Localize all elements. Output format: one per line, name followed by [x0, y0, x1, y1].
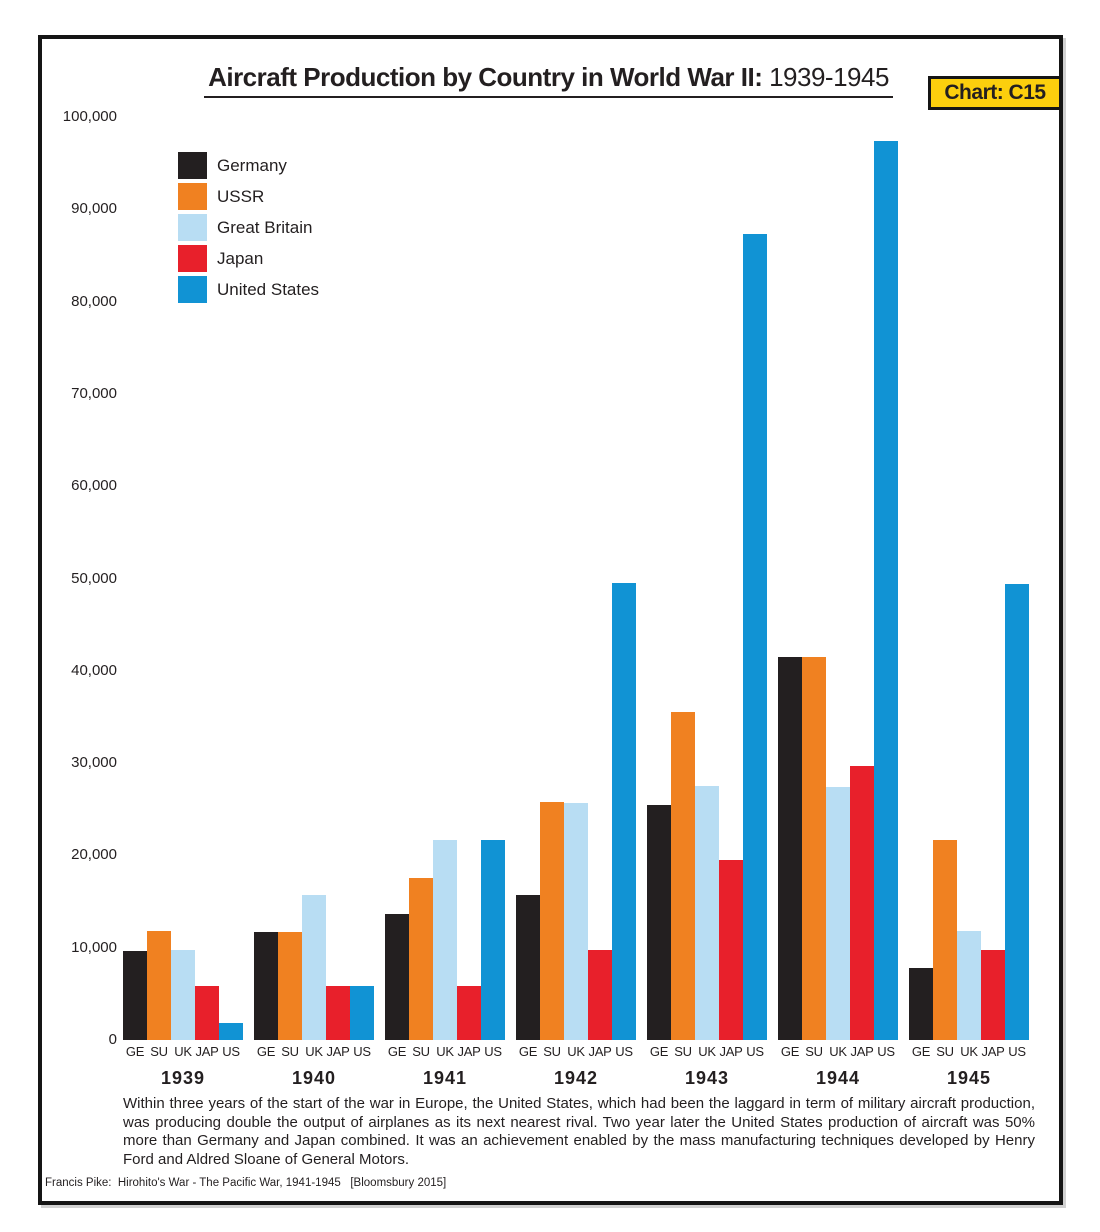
bar-jap-1943	[719, 860, 743, 1040]
bar-jap-1940	[326, 986, 350, 1040]
bar-ge-1940	[254, 932, 278, 1040]
bar-code-label: GE	[387, 1044, 407, 1059]
year-label-1939: 1939	[160, 1068, 206, 1088]
bar-su-1943	[671, 712, 695, 1040]
legend-swatch-icon	[178, 245, 207, 272]
y-tick-label: 60,000	[71, 477, 117, 495]
year-label-1941: 1941	[422, 1068, 468, 1088]
y-tick-label: 0	[108, 1031, 117, 1048]
bar-us-1942	[612, 583, 636, 1040]
bar-us-1940	[350, 986, 374, 1040]
bar-code-label: SU	[805, 1044, 823, 1059]
bar-us-1943	[743, 234, 767, 1040]
y-tick-label: 70,000	[71, 384, 117, 402]
bar-code-label: JAP	[326, 1044, 350, 1059]
bar-code-label: UK	[829, 1044, 847, 1059]
bar-su-1944	[802, 657, 826, 1040]
legend-label: Germany	[217, 155, 287, 175]
chart-title-years: 1939-1945	[762, 62, 889, 92]
bar-code-label: JAP	[981, 1044, 1005, 1059]
year-label-1943: 1943	[684, 1068, 730, 1088]
bar-us-1945	[1005, 584, 1029, 1040]
bar-su-1939	[147, 931, 171, 1040]
bar-jap-1941	[457, 986, 481, 1040]
y-tick-label: 80,000	[71, 292, 117, 310]
legend-item-ussr	[178, 181, 319, 212]
bar-code-label: SU	[674, 1044, 692, 1059]
year-label-1940: 1940	[291, 1068, 337, 1088]
legend-swatch-icon	[178, 183, 207, 210]
legend-swatch-icon	[178, 214, 207, 241]
bar-code-label: US	[1008, 1044, 1026, 1059]
year-label-1944: 1944	[815, 1068, 861, 1088]
chart-title	[38, 62, 1059, 98]
bar-code-label: US	[222, 1044, 240, 1059]
bar-ge-1942	[516, 895, 540, 1040]
year-label-1942: 1942	[553, 1068, 599, 1088]
bar-uk-1944	[826, 787, 850, 1040]
bar-jap-1939	[195, 986, 219, 1040]
bar-us-1941	[481, 840, 505, 1040]
bar-code-label: UK	[174, 1044, 192, 1059]
bar-code-label: JAP	[850, 1044, 874, 1059]
legend	[178, 150, 319, 305]
bar-code-label: JAP	[588, 1044, 612, 1059]
bar-su-1945	[933, 840, 957, 1040]
bar-ge-1945	[909, 968, 933, 1040]
bar-uk-1940	[302, 895, 326, 1040]
bar-jap-1942	[588, 950, 612, 1040]
legend-label: United States	[217, 279, 320, 299]
chart-title-main: Aircraft Production by Country in World War II:	[208, 62, 763, 92]
bar-code-label: JAP	[457, 1044, 481, 1059]
bar-code-label: US	[877, 1044, 895, 1059]
y-tick-label: 20,000	[71, 846, 117, 864]
bar-uk-1939	[171, 950, 195, 1040]
caption-text: Within three years of the start of the war in Europe, the United States, which had been the laggard in term of military aircraft production, was producing double the output of airplanes as its next nearest rival. Two year later the United States production of aircraft was 50% more than Germany and Japan combined. It was an achievement enabled by the mass manufacturing techniques developed by Henry Ford and Aldred Sloane of General Motors.	[123, 1095, 1035, 1168]
bar-us-1939	[219, 1023, 243, 1040]
bar-code-label: GE	[911, 1044, 931, 1059]
bar-code-label: UK	[305, 1044, 323, 1059]
bar-code-label: SU	[936, 1044, 954, 1059]
bar-code-label: UK	[436, 1044, 454, 1059]
bar-ge-1944	[778, 657, 802, 1040]
bar-su-1942	[540, 802, 564, 1040]
bar-code-label: US	[353, 1044, 371, 1059]
bar-code-label: UK	[698, 1044, 716, 1059]
bar-ge-1941	[385, 914, 409, 1040]
bar-su-1941	[409, 878, 433, 1040]
bar-code-label: UK	[960, 1044, 978, 1059]
bar-ge-1943	[647, 805, 671, 1040]
bar-code-label: UK	[567, 1044, 585, 1059]
legend-item-japan	[178, 243, 319, 274]
y-tick-label: 40,000	[71, 661, 117, 679]
bar-code-label: GE	[780, 1044, 800, 1059]
bar-uk-1945	[957, 931, 981, 1040]
bar-us-1944	[874, 141, 898, 1040]
year-label-1945: 1945	[946, 1068, 992, 1088]
bar-code-label: SU	[281, 1044, 299, 1059]
bar-code-label: SU	[412, 1044, 430, 1059]
bar-code-label: GE	[518, 1044, 538, 1059]
bar-uk-1941	[433, 840, 457, 1040]
legend-label: Japan	[217, 248, 264, 268]
bar-ge-1939	[123, 951, 147, 1040]
bar-uk-1942	[564, 803, 588, 1040]
y-tick-label: 10,000	[71, 938, 117, 956]
y-tick-label: 50,000	[71, 569, 117, 587]
chart-title-underline	[204, 62, 893, 98]
chart-id-badge: Chart: C15	[928, 76, 1062, 110]
legend-swatch-icon	[178, 152, 207, 179]
bar-uk-1943	[695, 786, 719, 1040]
source-citation: Francis Pike: Hirohito's War - The Pacific War, 1941-1945 [Bloomsbury 2015]	[45, 1177, 447, 1189]
bar-code-label: US	[484, 1044, 502, 1059]
bar-code-label: US	[746, 1044, 764, 1059]
legend-item-united-states	[178, 274, 319, 305]
y-tick-label: 30,000	[71, 754, 117, 772]
bar-code-label: SU	[150, 1044, 168, 1059]
bar-code-label: SU	[543, 1044, 561, 1059]
bar-code-label: JAP	[719, 1044, 743, 1059]
bar-code-label: GE	[125, 1044, 145, 1059]
legend-swatch-icon	[178, 276, 207, 303]
legend-item-great-britain	[178, 212, 319, 243]
bar-code-label: JAP	[195, 1044, 219, 1059]
bar-jap-1944	[850, 766, 874, 1040]
y-tick-label: 90,000	[71, 200, 117, 218]
bar-code-label: GE	[256, 1044, 276, 1059]
bar-jap-1945	[981, 950, 1005, 1040]
bar-su-1940	[278, 932, 302, 1040]
legend-label: Great Britain	[217, 217, 313, 237]
y-tick-label: 100,000	[62, 108, 117, 125]
bar-code-label: US	[615, 1044, 633, 1059]
legend-item-germany	[178, 150, 319, 181]
legend-label: USSR	[217, 186, 265, 206]
bar-code-label: GE	[649, 1044, 669, 1059]
